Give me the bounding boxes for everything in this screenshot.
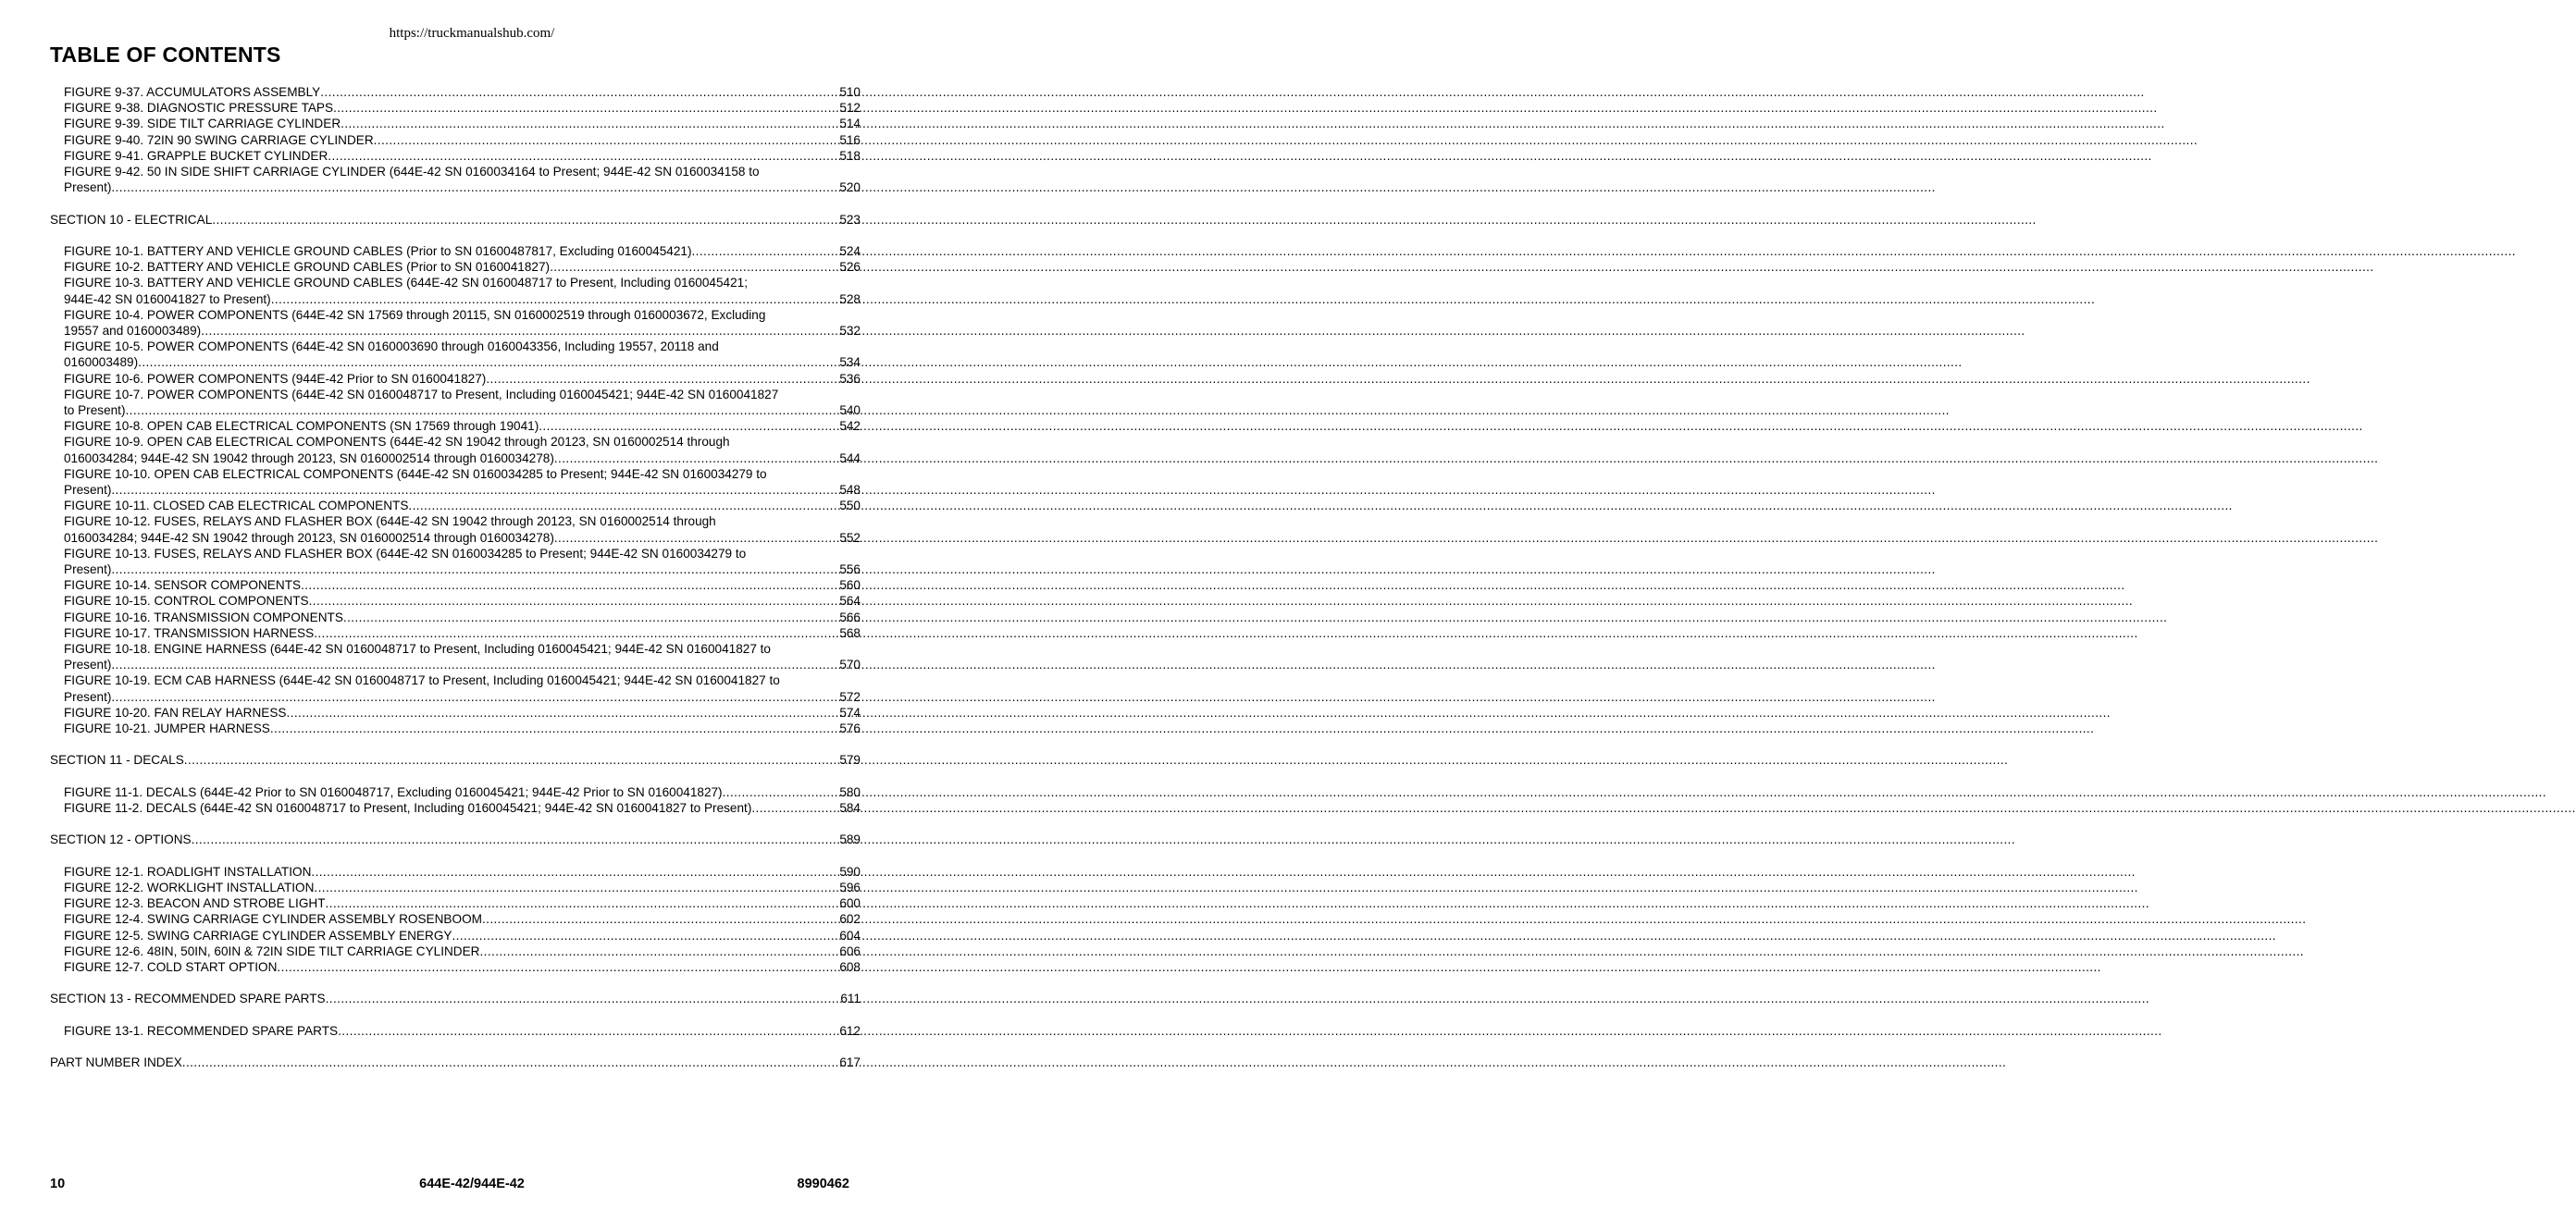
toc-entry-text: FIGURE 9-37. ACCUMULATORS ASSEMBLY (64, 85, 321, 99)
dot-leader (343, 610, 839, 625)
model-name: 644E-42/944E-42 (419, 1177, 525, 1191)
document-number: 8990462 (797, 1177, 849, 1191)
dot-leader (333, 100, 839, 116)
toc-figure-entry[interactable] (50, 928, 861, 944)
toc-figure-entry[interactable] (50, 100, 861, 116)
dot-leader (287, 705, 840, 721)
toc-figure-entry[interactable] (50, 466, 861, 498)
toc-figure-entry[interactable] (50, 800, 861, 816)
page-title: TABLE OF CONTENTS (50, 43, 281, 67)
toc-page-number: 604 (839, 928, 861, 943)
toc-entry-text: SECTION 13 - RECOMMENDED SPARE PARTS (50, 992, 326, 1006)
toc-page-number: 534 (839, 355, 861, 370)
toc-section-entry[interactable] (50, 832, 861, 847)
toc-page-number: 556 (839, 562, 861, 577)
toc-entry-text: Present) (64, 658, 112, 672)
toc-page-number: 540 (839, 403, 861, 418)
toc-page-number: 579 (839, 753, 861, 768)
toc-figure-entry[interactable] (50, 705, 861, 721)
toc-page-number: 572 (839, 689, 861, 704)
toc-entry-text: FIGURE 10-11. CLOSED CAB ELECTRICAL COMPONENTS (64, 499, 409, 513)
toc-page-number: 576 (839, 722, 861, 736)
toc-entry-text: FIGURE 10-10. OPEN CAB ELECTRICAL COMPONENTS (644E-42 SN 0160034285 to Present; 944E-42 SN 0160034279 to (64, 466, 767, 481)
dot-leader (311, 864, 839, 880)
toc-figure-entry[interactable] (50, 593, 861, 609)
dot-leader (111, 561, 839, 577)
dot-leader (326, 991, 841, 1006)
dot-leader (374, 132, 840, 148)
toc-page-number: 552 (839, 530, 861, 545)
toc-entry-text: FIGURE 9-41. GRAPPLE BUCKET CYLINDER (64, 148, 328, 163)
toc-entry-text: FIGURE 10-3. BATTERY AND VEHICLE GROUND CABLES (644E-42 SN 0160048717 to Present, Including 0160045421; (64, 276, 748, 290)
toc-entry-text: FIGURE 9-42. 50 IN SIDE SHIFT CARRIAGE CYLINDER (644E-42 SN 0160034164 to Present; 944E-42 SN 0160034158 to (64, 165, 760, 179)
toc-entry-text: FIGURE 12-6. 48IN, 50IN, 60IN & 72IN SIDE TILT CARRIAGE CYLINDER (64, 944, 480, 958)
toc-figure-entry[interactable] (50, 944, 861, 959)
toc-entry-text: FIGURE 12-3. BEACON AND STROBE LIGHT (64, 896, 326, 911)
toc-figure-entry[interactable] (50, 577, 861, 593)
toc-page-number: 512 (839, 101, 861, 116)
toc-spacer (50, 769, 861, 784)
toc-page-number: 526 (839, 260, 861, 275)
toc-figure-entry[interactable] (50, 387, 861, 418)
toc-entry-text: FIGURE 12-4. SWING CARRIAGE CYLINDER ASSEMBLY ROSENBOOM (64, 912, 482, 927)
toc-spacer (50, 195, 861, 211)
toc-figure-entry[interactable] (50, 513, 861, 545)
toc-section-entry[interactable] (50, 1054, 861, 1070)
toc-page-number: 606 (839, 944, 861, 958)
toc-entry-text: FIGURE 10-8. OPEN CAB ELECTRICAL COMPONENTS (SN 17569 through 19041) (64, 419, 539, 434)
toc-page-number: 528 (839, 291, 861, 306)
toc-figure-entry[interactable] (50, 880, 861, 895)
toc-figure-entry[interactable] (50, 259, 861, 275)
toc-page-number: 532 (839, 324, 861, 339)
toc-page-number: 564 (839, 594, 861, 609)
dot-leader (486, 371, 839, 387)
toc-figure-entry[interactable] (50, 641, 861, 672)
toc-page-number: 600 (839, 896, 861, 911)
toc-figure-entry[interactable] (50, 784, 861, 800)
source-url: https://truckmanualshub.com/ (389, 26, 555, 41)
toc-entry-text: Present) (64, 689, 112, 704)
toc-page-number: 523 (839, 212, 861, 227)
dot-leader (452, 928, 840, 944)
toc-figure-entry[interactable] (50, 84, 861, 100)
dot-leader (212, 212, 839, 228)
toc-figure-entry[interactable] (50, 418, 861, 434)
toc-page-number: 510 (839, 85, 861, 99)
dot-leader (408, 498, 839, 513)
toc-page-number: 566 (839, 610, 861, 624)
toc-entry-text: FIGURE 10-6. POWER COMPONENTS (944E-42 Prior to SN 0160041827) (64, 371, 487, 386)
dot-leader (201, 323, 839, 339)
toc-entry-text: SECTION 10 - ELECTRICAL (50, 212, 213, 227)
toc-page-number: 612 (839, 1023, 861, 1038)
toc-figure-entry[interactable] (50, 959, 861, 975)
dot-leader (314, 880, 839, 895)
dot-leader (554, 450, 839, 466)
dot-leader (539, 418, 839, 434)
dot-leader (277, 959, 839, 975)
toc-spacer (50, 1039, 861, 1054)
toc-figure-entry[interactable] (50, 864, 861, 880)
toc-entry-text: FIGURE 10-4. POWER COMPONENTS (644E-42 SN 17569 through 20115, SN 0160002519 through 0160003672, Excluding (64, 307, 766, 322)
dot-leader (320, 84, 839, 100)
toc-page-number: 617 (839, 1055, 861, 1070)
toc-figure-entry[interactable] (50, 132, 861, 148)
toc-page-number: 542 (839, 419, 861, 434)
toc-page-number: 611 (840, 992, 861, 1006)
toc-spacer (50, 975, 861, 991)
toc-page-number: 536 (839, 371, 861, 386)
toc-page-number: 590 (839, 864, 861, 879)
dot-leader (184, 752, 840, 768)
toc-section-entry[interactable] (50, 752, 861, 768)
dot-leader (271, 291, 840, 307)
toc-spacer (50, 816, 861, 832)
dot-leader (341, 116, 839, 131)
toc-entry-text: FIGURE 12-7. COLD START OPTION (64, 960, 278, 975)
dot-leader (270, 721, 839, 736)
toc-entry-text: 19557 and 0160003489) (64, 324, 202, 339)
toc-page-number: 560 (839, 578, 861, 593)
toc-entry-text: FIGURE 10-1. BATTERY AND VEHICLE GROUND CABLES (Prior to SN 01600487817, Excluding 0160045421) (64, 244, 692, 258)
toc-entry-text: SECTION 11 - DECALS (50, 753, 184, 768)
dot-leader (192, 832, 840, 847)
dot-leader (314, 625, 839, 641)
toc-entry-text: FIGURE 10-12. FUSES, RELAYS AND FLASHER BOX (644E-42 SN 19042 through 20123, SN 0160002514 through (64, 514, 716, 529)
toc-entry-text: FIGURE 10-18. ENGINE HARNESS (644E-42 SN 0160048717 to Present, Including 0160045421; 944E-42 SN 0160041827 to (64, 642, 771, 657)
dot-leader (111, 179, 839, 195)
toc-entry-text: FIGURE 13-1. RECOMMENDED SPARE PARTS (64, 1023, 339, 1038)
toc-entry-text: FIGURE 10-5. POWER COMPONENTS (644E-42 SN 0160003690 through 0160043356, Including 19557, 20118 and (64, 339, 719, 354)
dot-leader (126, 402, 840, 418)
toc-entry-text: SECTION 12 - OPTIONS (50, 832, 192, 847)
toc-page-number: 602 (839, 912, 861, 927)
dot-leader (111, 689, 839, 705)
table-of-contents (50, 84, 861, 1070)
toc-entry-text: FIGURE 9-39. SIDE TILT CARRIAGE CYLINDER (64, 117, 341, 131)
toc-figure-entry[interactable] (50, 148, 861, 164)
toc-page-number: 570 (839, 658, 861, 672)
toc-page-number: 574 (839, 705, 861, 720)
toc-entry-text: FIGURE 10-15. CONTROL COMPONENTS (64, 594, 309, 609)
dot-leader (338, 1023, 839, 1039)
toc-entry-text: FIGURE 11-1. DECALS (644E-42 Prior to SN 0160048717, Excluding 0160045421; 944E-42 Prior to SN 0160041827) (64, 784, 723, 799)
toc-figure-entry[interactable] (50, 307, 861, 339)
toc-figure-entry[interactable] (50, 339, 861, 370)
toc-page-number: 584 (839, 801, 861, 816)
toc-entry-text: 0160034284; 944E-42 SN 19042 through 20123, SN 0160002514 through 0160034278) (64, 450, 554, 465)
toc-entry-text: to Present) (64, 403, 126, 418)
toc-figure-entry[interactable] (50, 116, 861, 131)
toc-figure-entry[interactable] (50, 275, 861, 306)
toc-entry-text: FIGURE 10-17. TRANSMISSION HARNESS (64, 625, 315, 640)
toc-entry-text: FIGURE 10-13. FUSES, RELAYS AND FLASHER BOX (644E-42 SN 0160034285 to Present; 944E-42 SN 0160034279 to (64, 546, 747, 561)
toc-figure-entry[interactable] (50, 721, 861, 736)
toc-entry-text: FIGURE 9-38. DIAGNOSTIC PRESSURE TAPS (64, 101, 334, 116)
toc-entry-text: Present) (64, 180, 112, 195)
toc-page-number: 580 (839, 784, 861, 799)
toc-page-number: 514 (839, 117, 861, 131)
toc-entry-text: FIGURE 10-14. SENSOR COMPONENTS (64, 578, 302, 593)
toc-entry-text: 944E-42 SN 0160041827 to Present) (64, 291, 271, 306)
toc-entry-text: FIGURE 10-16. TRANSMISSION COMPONENTS (64, 610, 343, 624)
toc-page-number: 589 (839, 832, 861, 847)
toc-page-number: 518 (839, 148, 861, 163)
toc-entry-text: FIGURE 10-21. JUMPER HARNESS (64, 722, 270, 736)
toc-entry-text: FIGURE 10-7. POWER COMPONENTS (644E-42 SN 0160048717 to Present, Including 0160045421; 944E-42 SN 0160041827 (64, 387, 779, 401)
toc-entry-text: FIGURE 10-20. FAN RELAY HARNESS (64, 705, 287, 720)
toc-page-number: 524 (839, 244, 861, 258)
toc-entry-text: PART NUMBER INDEX (50, 1055, 182, 1070)
toc-entry-text: 0160034284; 944E-42 SN 19042 through 20123, SN 0160002514 through 0160034278) (64, 530, 554, 545)
toc-figure-entry[interactable] (50, 371, 861, 387)
dot-leader (326, 895, 840, 911)
toc-entry-text: FIGURE 10-19. ECM CAB HARNESS (644E-42 SN 0160048717 to Present, Including 0160045421; 944E-42 SN 0160041827 to (64, 673, 780, 688)
dot-leader (111, 657, 839, 672)
dot-leader (301, 577, 839, 593)
toc-entry-text: FIGURE 9-40. 72IN 90 SWING CARRIAGE CYLINDER (64, 132, 374, 147)
dot-leader (328, 148, 839, 164)
dot-leader (480, 944, 840, 959)
toc-figure-entry[interactable] (50, 434, 861, 465)
dot-leader (309, 593, 840, 609)
toc-entry-text: FIGURE 12-1. ROADLIGHT INSTALLATION (64, 864, 312, 879)
toc-entry-text: FIGURE 12-2. WORKLIGHT INSTALLATION (64, 881, 315, 895)
toc-figure-entry[interactable] (50, 625, 861, 641)
toc-entry-text: Present) (64, 562, 112, 577)
toc-page-number: 520 (839, 180, 861, 195)
toc-figure-entry[interactable] (50, 243, 861, 259)
toc-spacer (50, 1007, 861, 1023)
toc-entry-text: Present) (64, 483, 112, 498)
toc-page-number: 516 (839, 132, 861, 147)
dot-leader (138, 354, 839, 370)
toc-spacer (50, 228, 861, 243)
toc-figure-entry[interactable] (50, 546, 861, 577)
dot-leader (692, 243, 840, 259)
dot-leader (482, 911, 839, 927)
page-number: 10 (50, 1177, 66, 1191)
toc-page-number: 596 (839, 881, 861, 895)
dot-leader (723, 784, 840, 800)
toc-figure-entry[interactable] (50, 911, 861, 927)
toc-figure-entry[interactable] (50, 498, 861, 513)
dot-leader (182, 1054, 840, 1070)
toc-entry-text: FIGURE 10-9. OPEN CAB ELECTRICAL COMPONENTS (644E-42 SN 19042 through 20123, SN 0160002514 through (64, 435, 730, 450)
toc-section-entry[interactable] (50, 212, 861, 228)
toc-entry-text: FIGURE 10-2. BATTERY AND VEHICLE GROUND CABLES (Prior to SN 0160041827) (64, 260, 551, 275)
toc-entry-text: 0160003489) (64, 355, 139, 370)
toc-page-number: 544 (839, 450, 861, 465)
toc-figure-entry[interactable] (50, 610, 861, 625)
toc-figure-entry[interactable] (50, 164, 861, 195)
toc-section-entry[interactable] (50, 991, 861, 1006)
toc-page-number: 550 (839, 499, 861, 513)
toc-page-number: 568 (839, 625, 861, 640)
toc-entry-text: FIGURE 11-2. DECALS (644E-42 SN 0160048717 to Present, Including 0160045421; 944E-42 SN 0160041827 to Present) (64, 801, 752, 816)
dot-leader (751, 800, 839, 816)
dot-leader (550, 259, 839, 275)
toc-spacer (50, 848, 861, 864)
toc-figure-entry[interactable] (50, 672, 861, 704)
toc-figure-entry[interactable] (50, 895, 861, 911)
dot-leader (111, 482, 839, 498)
dot-leader (554, 530, 839, 546)
toc-entry-text: FIGURE 12-5. SWING CARRIAGE CYLINDER ASSEMBLY ENERGY (64, 928, 452, 943)
toc-figure-entry[interactable] (50, 1023, 861, 1039)
toc-page-number: 608 (839, 960, 861, 975)
toc-page-number: 548 (839, 483, 861, 498)
toc-spacer (50, 736, 861, 752)
